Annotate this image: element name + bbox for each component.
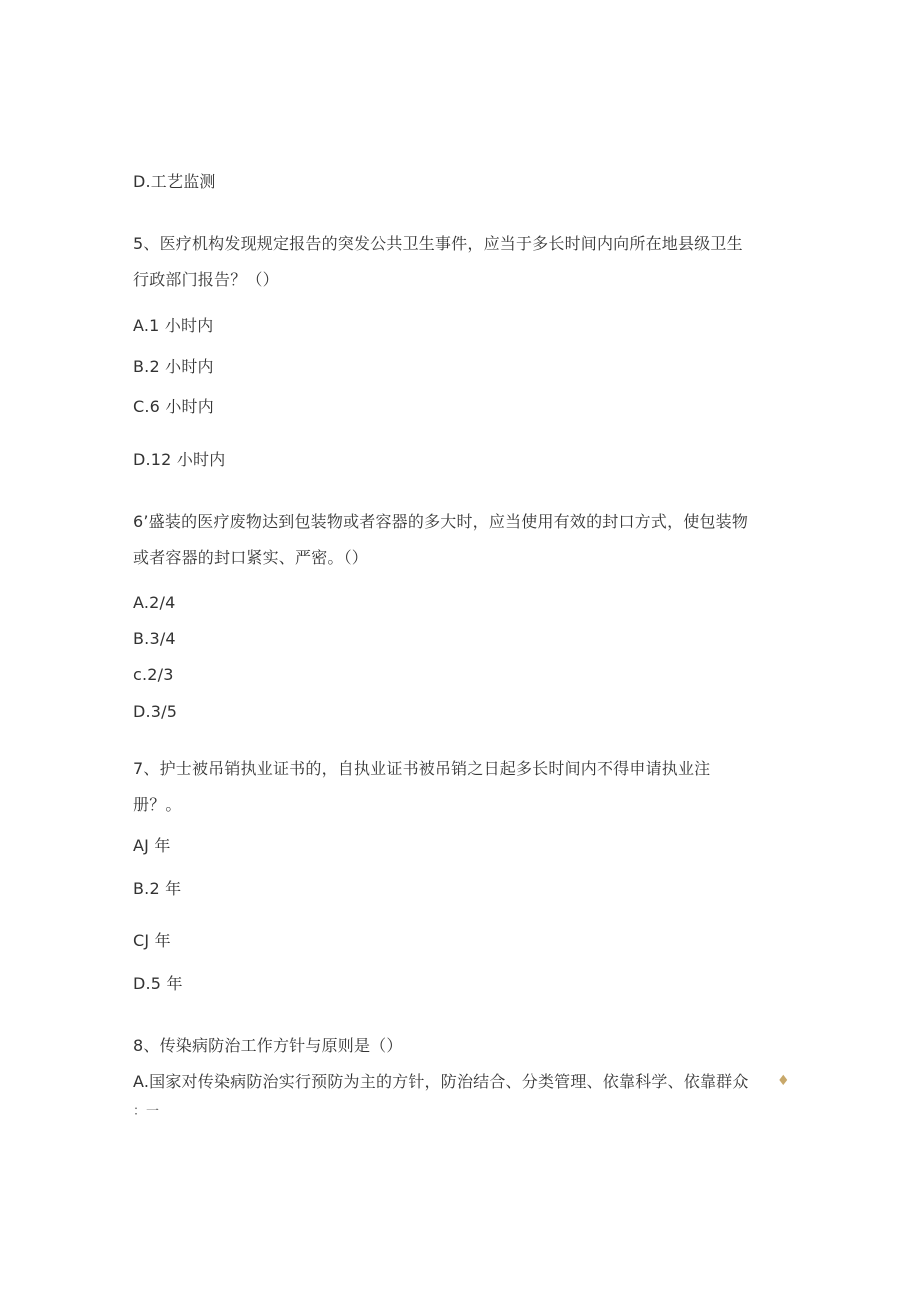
question-6-line-2: 或者容器的封口紧实、严密。（） — [133, 548, 369, 567]
option-d-q5: D.12 小时内 — [133, 450, 226, 469]
option-a-q5: A.1 小时内 — [133, 316, 214, 335]
option-d-q6: D.3/5 — [133, 702, 178, 721]
question-8: 8、传染病防治工作方针与原则是（） — [133, 1036, 403, 1055]
question-7-line-1: 7、护士被吊销执业证书的，自执业证书被吊销之日起多长时间内不得申请执业注 — [133, 759, 711, 778]
option-b-q7: B.2 年 — [133, 879, 182, 898]
trailing-diamond-mark: ♦ — [777, 1073, 790, 1089]
option-c-q5: C.6 小时内 — [133, 397, 214, 416]
option-a-q6: A.2/4 — [133, 593, 176, 612]
cutoff-fragment: ：一 — [133, 1104, 160, 1119]
option-b-q6: B.3/4 — [133, 629, 176, 648]
option-c-q6: c.2/3 — [133, 665, 174, 684]
option-d-q7: D.5 年 — [133, 974, 183, 993]
option-a-q8: A.国家对传染病防治实行预防为主的方针，防治结合、分类管理、依靠科学、依靠群众 — [133, 1072, 749, 1091]
question-5-line-2: 行政部门报告？（） — [133, 270, 279, 289]
question-6-line-1: 6’盛装的医疗废物达到包装物或者容器的多大时，应当使用有效的封口方式，使包装物 — [133, 512, 749, 531]
option-b-q5: B.2 小时内 — [133, 357, 214, 376]
question-7-line-2: 册？。 — [133, 795, 182, 814]
option-c-q7: CJ 年 — [133, 931, 171, 950]
question-5-line-1: 5、医疗机构发现规定报告的突发公共卫生事件，应当于多长时间内向所在地县级卫生 — [133, 234, 743, 253]
option-d-q4: D.工艺监测 — [133, 172, 216, 191]
option-a-q7: AJ 年 — [133, 836, 171, 855]
